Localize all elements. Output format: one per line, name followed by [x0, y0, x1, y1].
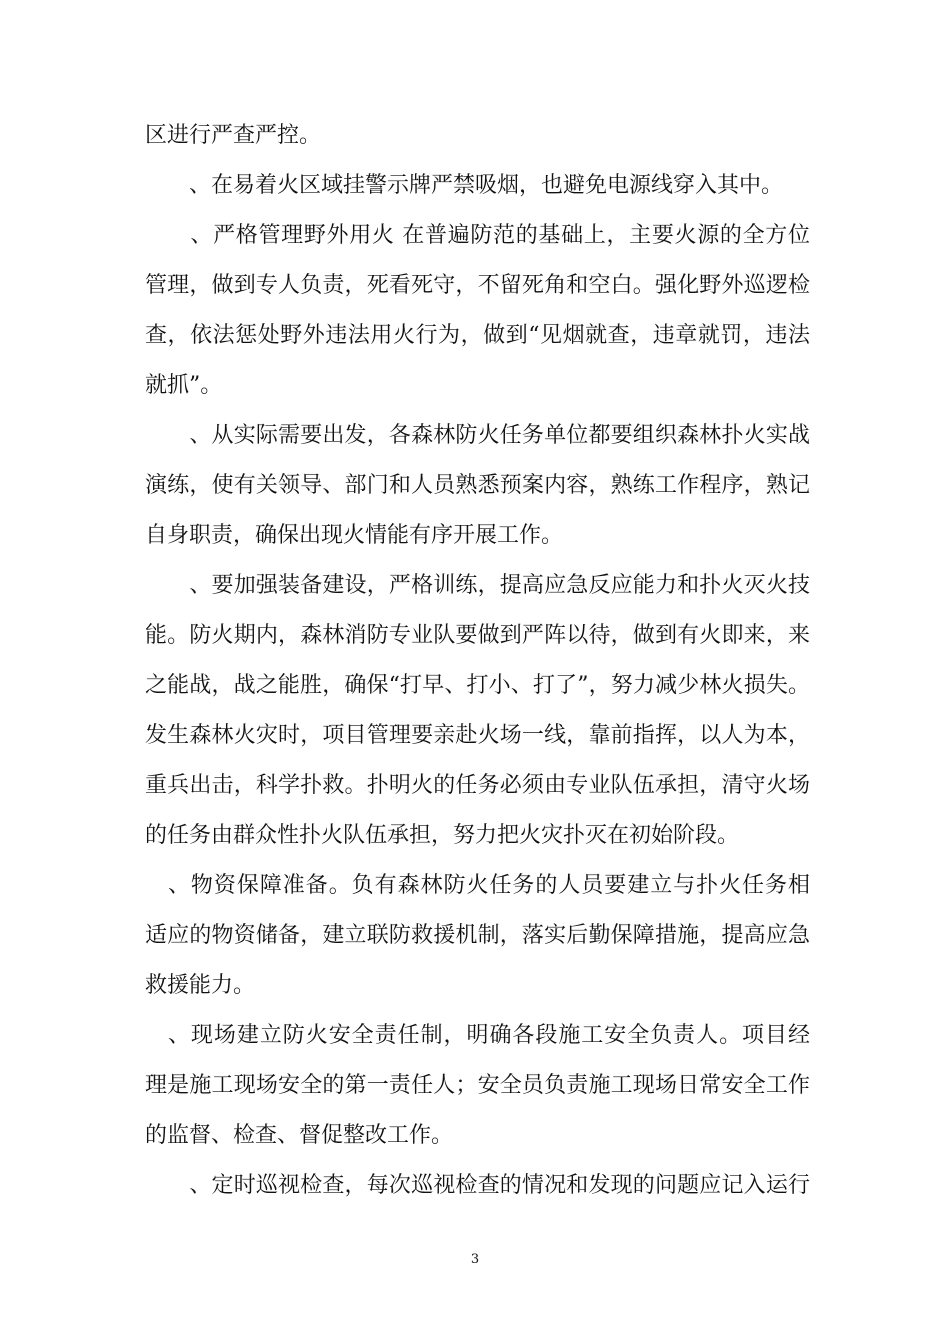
- text-line: 、从实际需要出发，各森林防火任务单位都要组织森林扑火实战: [145, 423, 810, 448]
- text-line: 发生森林火灾时，项目管理要亲赴火场一线，靠前指挥，以人为本，: [145, 723, 810, 748]
- text-line: 适应的物资储备，建立联防救援机制，落实后勤保障措施，提高应急: [145, 923, 810, 948]
- text-line: 演练，使有关领导、部门和人员熟悉预案内容，熟练工作程序，熟记: [145, 473, 810, 498]
- text-line: 、定时巡视检查，每次巡视检查的情况和发现的问题应记入运行: [145, 1173, 810, 1198]
- text-line: 救援能力。: [145, 973, 256, 998]
- text-line: 查，依法惩处野外违法用火行为，做到“见烟就查，违章就罚，违法: [145, 323, 810, 348]
- text-line: 重兵出击，科学扑救。扑明火的任务必须由专业队伍承担，清守火场: [145, 773, 810, 798]
- page-number: 3: [470, 1252, 480, 1267]
- text-line: 管理，做到专人负责，死看死守，不留死角和空白。强化野外巡逻检: [145, 273, 810, 298]
- text-line: 区进行严查严控。: [145, 123, 322, 148]
- text-line: 理是施工现场安全的第一责任人；安全员负责施工现场日常安全工作: [145, 1073, 810, 1098]
- text-line: 的任务由群众性扑火队伍承担，努力把火灾扑灭在初始阶段。: [145, 823, 740, 848]
- text-line: 、在易着火区域挂警示牌严禁吸烟，也避免电源线穿入其中。: [145, 173, 784, 198]
- text-line: 自身职责，确保出现火情能有序开展工作。: [145, 523, 564, 548]
- text-line: 能。防火期内，森林消防专业队要做到严阵以待，做到有火即来，来: [145, 623, 810, 648]
- text-line: 就抓”。: [145, 373, 223, 398]
- text-line: 、要加强装备建设，严格训练，提高应急反应能力和扑火灭火技: [145, 573, 810, 598]
- text-line: 、物资保障准备。负有森林防火任务的人员要建立与扑火任务相: [145, 873, 810, 898]
- text-line: 的监督、检查、督促整改工作。: [145, 1123, 454, 1148]
- text-line: 之能战，战之能胜，确保“打早、打小、打了”，努力减少林火损失。: [145, 673, 810, 698]
- text-line: 、现场建立防火安全责任制，明确各段施工安全负责人。项目经: [145, 1023, 810, 1048]
- text-line: 、严格管理野外用火 在普遍防范的基础上，主要火源的全方位: [145, 223, 810, 248]
